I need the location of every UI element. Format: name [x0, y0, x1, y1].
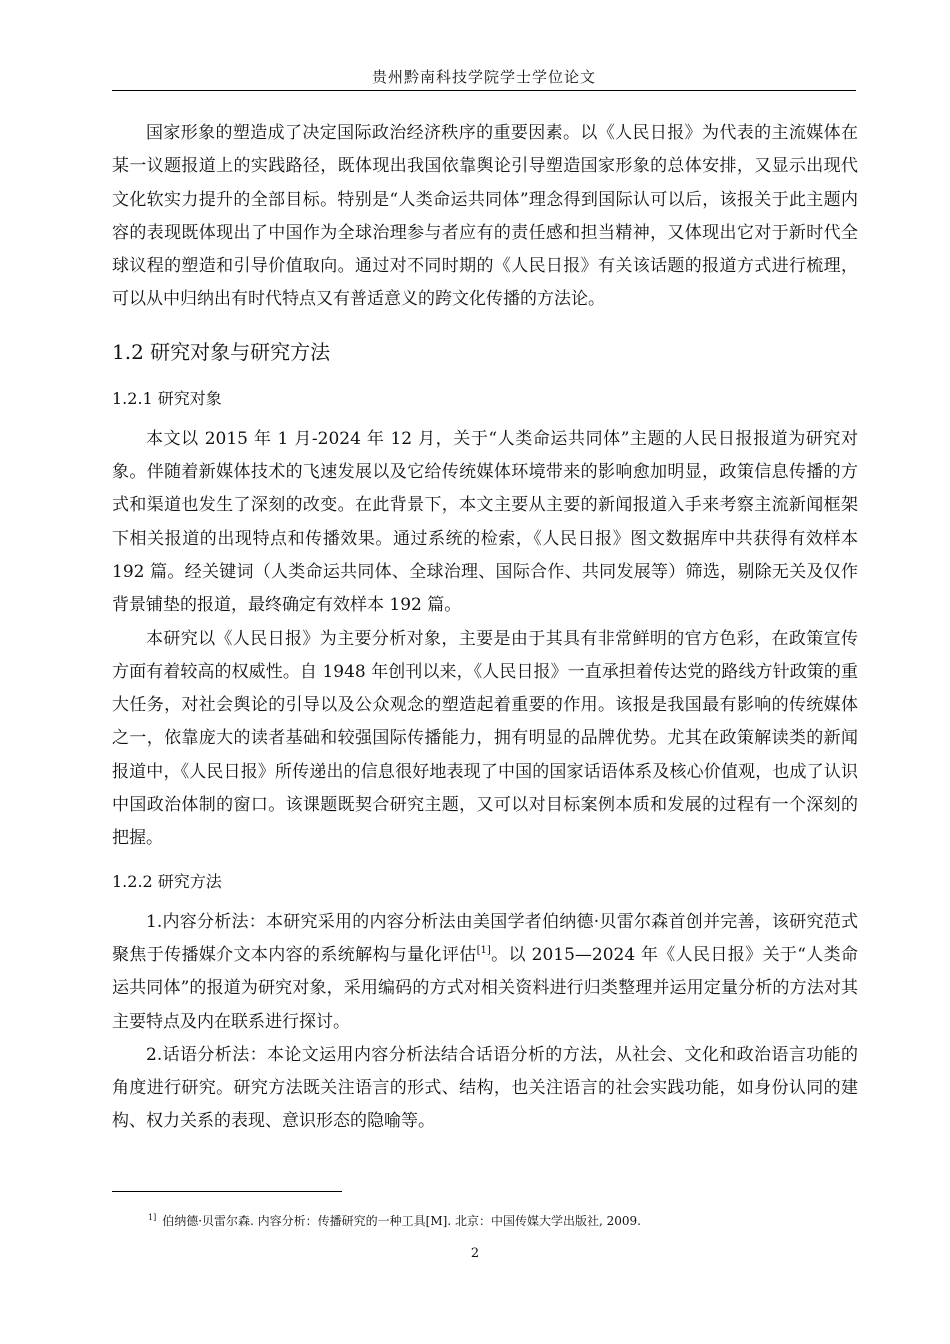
research-object-paragraph-2: 本研究以《人民日报》为主要分析对象，主要是由于其具有非常鲜明的官方色彩，在政策宣传方面有着较高的权威性。自 1948 年创刊以来，《人民日报》一直承担着传达党的路线方针政策的重大任务，对社会舆论的引导以及公众观念的塑造起着重要的作用。该报是我国最有影响的传统媒体之一，依靠庞大的读者基础和较强国际传播能力，拥有明显的品牌优势。尤其在政策解读类的新闻报道中，《人民日报》所传递出的信息很好地表现了中国的国家话语体系及核心价值观，也成了认识中国政治体制的窗口。该课题既契合研究主题，又可以对目标案例本质和发展的过程有一个深刻的把握。 [112, 628, 858, 849]
method-content-analysis-text: 1.内容分析法：本研究采用的内容分析法由美国学者伯纳德·贝雷尔森首创并完善，该研究范式聚焦于传播媒介文本内容的系统解构与量化评估 [112, 911, 858, 965]
intro-paragraph: 国家形象的塑造成了决定国际政治经济秩序的重要因素。以《人民日报》为代表的主流媒体在某一议题报道上的实践路径，既体现出我国依靠舆论引导塑造国家形象的总体安排，又显示出现代文化软实力提升的全部目标。特别是“人类命运共同体”理念得到国际认可以后，该报关于此主题内容的表现既体现出了中国作为全球治理参与者应有的责任感和担当精神，又体现出它对于新时代全球议程的塑造和引导价值取向。通过对不同时期的《人民日报》有关该话题的报道方式进行梳理，可以从中归纳出有时代特点又有普适意义的跨文化传播的方法论。 [112, 123, 858, 310]
section-heading-1-2: 1.2 研究对象与研究方法 [112, 339, 331, 364]
footnote-text: 伯纳德·贝雷尔森. 内容分析：传播研究的一种工具[M]. 北京：中国传媒大学出版社, 2009. [162, 1214, 641, 1228]
method-discourse-analysis-paragraph: 2.话语分析法：本论文运用内容分析法结合话语分析的方法，从社会、文化和政治语言功能的角度进行研究。研究方法既关注语言的形式、结构，也关注语言的社会实践功能，如身份认同的建构、权力关系的表现、意识形态的隐喻等。 [112, 1044, 858, 1132]
method-content-analysis-paragraph [112, 906, 858, 1039]
reference-marker[interactable]: [1] [476, 944, 491, 956]
footnote [148, 1212, 641, 1229]
subsection-heading-1-2-2: 1.2.2 研究方法 [112, 871, 222, 891]
footnote-rule [112, 1191, 342, 1192]
header-rule [112, 90, 856, 91]
running-header: 贵州黔南科技学院学士学位论文 [371, 68, 596, 86]
method-content-analysis-text-cont: 。以 2015—2024 年《人民日报》关于“人类命运共同体”的报道为研究对象，采用编码的方式对相关资料进行归类整理并运用定量分析的方法对其主要特点及内在联系进行探讨。 [112, 944, 858, 1032]
footnote-marker: 1] [148, 1213, 157, 1222]
research-object-paragraph-1: 本文以 2015 年 1 月-2024 年 12 月，关于“人类命运共同体”主题的人民日报报道为研究对象。伴随着新媒体技术的飞速发展以及它给传统媒体环境带来的影响愈加明显，政策信息传播的方式和渠道也发生了深刻的改变。在此背景下，本文主要从主要的新闻报道入手来考察主流新闻框架下相关报道的出现特点和传播效果。通过系统的检索，《人民日报》图文数据库中共获得有效样本 192 篇。经关键词（人类命运共同体、全球治理、国际合作、共同发展等）筛选，剔除无关及仅作背景铺垫的报道，最终确定有效样本 192 篇。 [112, 428, 858, 616]
subsection-heading-1-2-1: 1.2.1 研究对象 [112, 388, 222, 408]
body-content [112, 117, 858, 1139]
page-number: 2 [470, 1246, 480, 1261]
